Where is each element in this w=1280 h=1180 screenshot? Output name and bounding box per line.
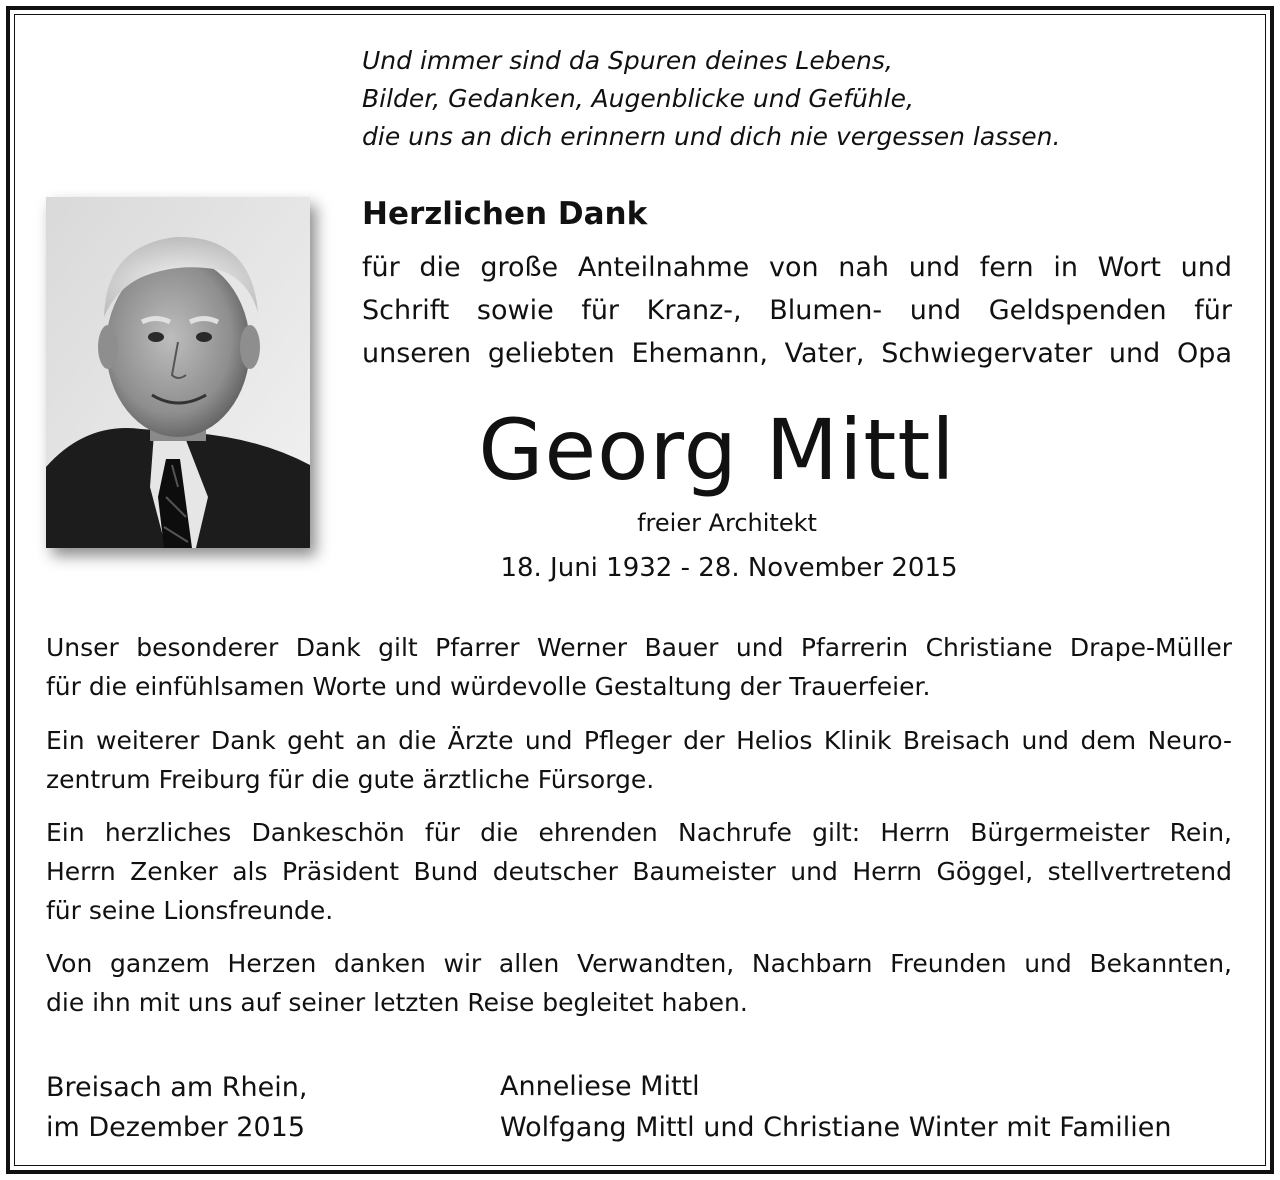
life-dates: 18. Juni 1932 - 28. November 2015 xyxy=(500,553,958,583)
poem-line: Bilder, Gedanken, Augenblicke und Gefühle, xyxy=(362,84,914,113)
memorial-poem xyxy=(362,42,1222,156)
paragraph-line: Unser besonderer Dank gilt Pfarrer Werner Bauer und Pfarrerin Christiane Drape-Müller xyxy=(46,633,1232,662)
thanks-line: Schrift sowie für Kranz-, Blumen- und Geldspenden für xyxy=(362,295,1232,326)
poem-line: Und immer sind da Spuren deines Lebens, xyxy=(362,46,893,75)
paragraph-line: Ein weiterer Dank geht an die Ärzte und Pfleger der Helios Klinik Breisach und dem Neuro- xyxy=(46,726,1232,755)
portrait-illustration xyxy=(46,197,310,548)
paragraph-line: Ein herzliches Dankeschön für die ehrenden Nachrufe gilt: Herrn Bürgermeister Rein, xyxy=(46,818,1232,847)
date-line: im Dezember 2015 xyxy=(46,1112,306,1143)
thanks-line: für die große Anteilnahme von nah und fern in Wort und xyxy=(362,252,1232,283)
profession-block xyxy=(362,506,1232,540)
thanks-heading: Herzlichen Dank xyxy=(362,196,648,232)
place-line: Breisach am Rhein, xyxy=(46,1072,308,1103)
thanks-text xyxy=(362,246,1232,375)
paragraph-clergy xyxy=(46,628,1232,706)
paragraph-line: Herrn Zenker als Präsident Bund deutscher Baumeister und Herrn Göggel, stellvertretend xyxy=(46,857,1232,886)
paragraph-line: für die einfühlsamen Worte und würdevolle Gestaltung der Trauerfeier. xyxy=(46,672,931,701)
deceased-name: Georg Mittl xyxy=(478,401,956,499)
paragraph-medical xyxy=(46,721,1232,799)
deceased-name-block xyxy=(362,395,1232,505)
paragraph-line: die ihn mit uns auf seiner letzten Reise begleitet haben. xyxy=(46,988,748,1017)
paragraph-line: Von ganzem Herzen danken wir allen Verwandten, Nachbarn Freunden und Bekannten, xyxy=(46,949,1232,978)
paragraph-line: zentrum Freiburg für die gute ärztliche Fürsorge. xyxy=(46,765,655,794)
place-date xyxy=(46,1068,307,1148)
dates-block xyxy=(362,549,1232,587)
poem-line: die uns an dich erinnern und dich nie vergessen lassen. xyxy=(362,122,1061,151)
paragraph-obituaries xyxy=(46,813,1232,930)
signers xyxy=(500,1066,1171,1148)
signer-line: Anneliese Mittl xyxy=(500,1071,700,1102)
deceased-profession: freier Architekt xyxy=(637,509,817,537)
thanks-line: unseren geliebten Ehemann, Vater, Schwiegervater und Opa xyxy=(362,338,1232,369)
paragraph-family-friends xyxy=(46,944,1232,1022)
paragraph-line: für seine Lionsfreunde. xyxy=(46,896,334,925)
portrait-photo xyxy=(46,197,310,548)
signer-line: Wolfgang Mittl und Christiane Winter mit Familien xyxy=(500,1112,1172,1143)
